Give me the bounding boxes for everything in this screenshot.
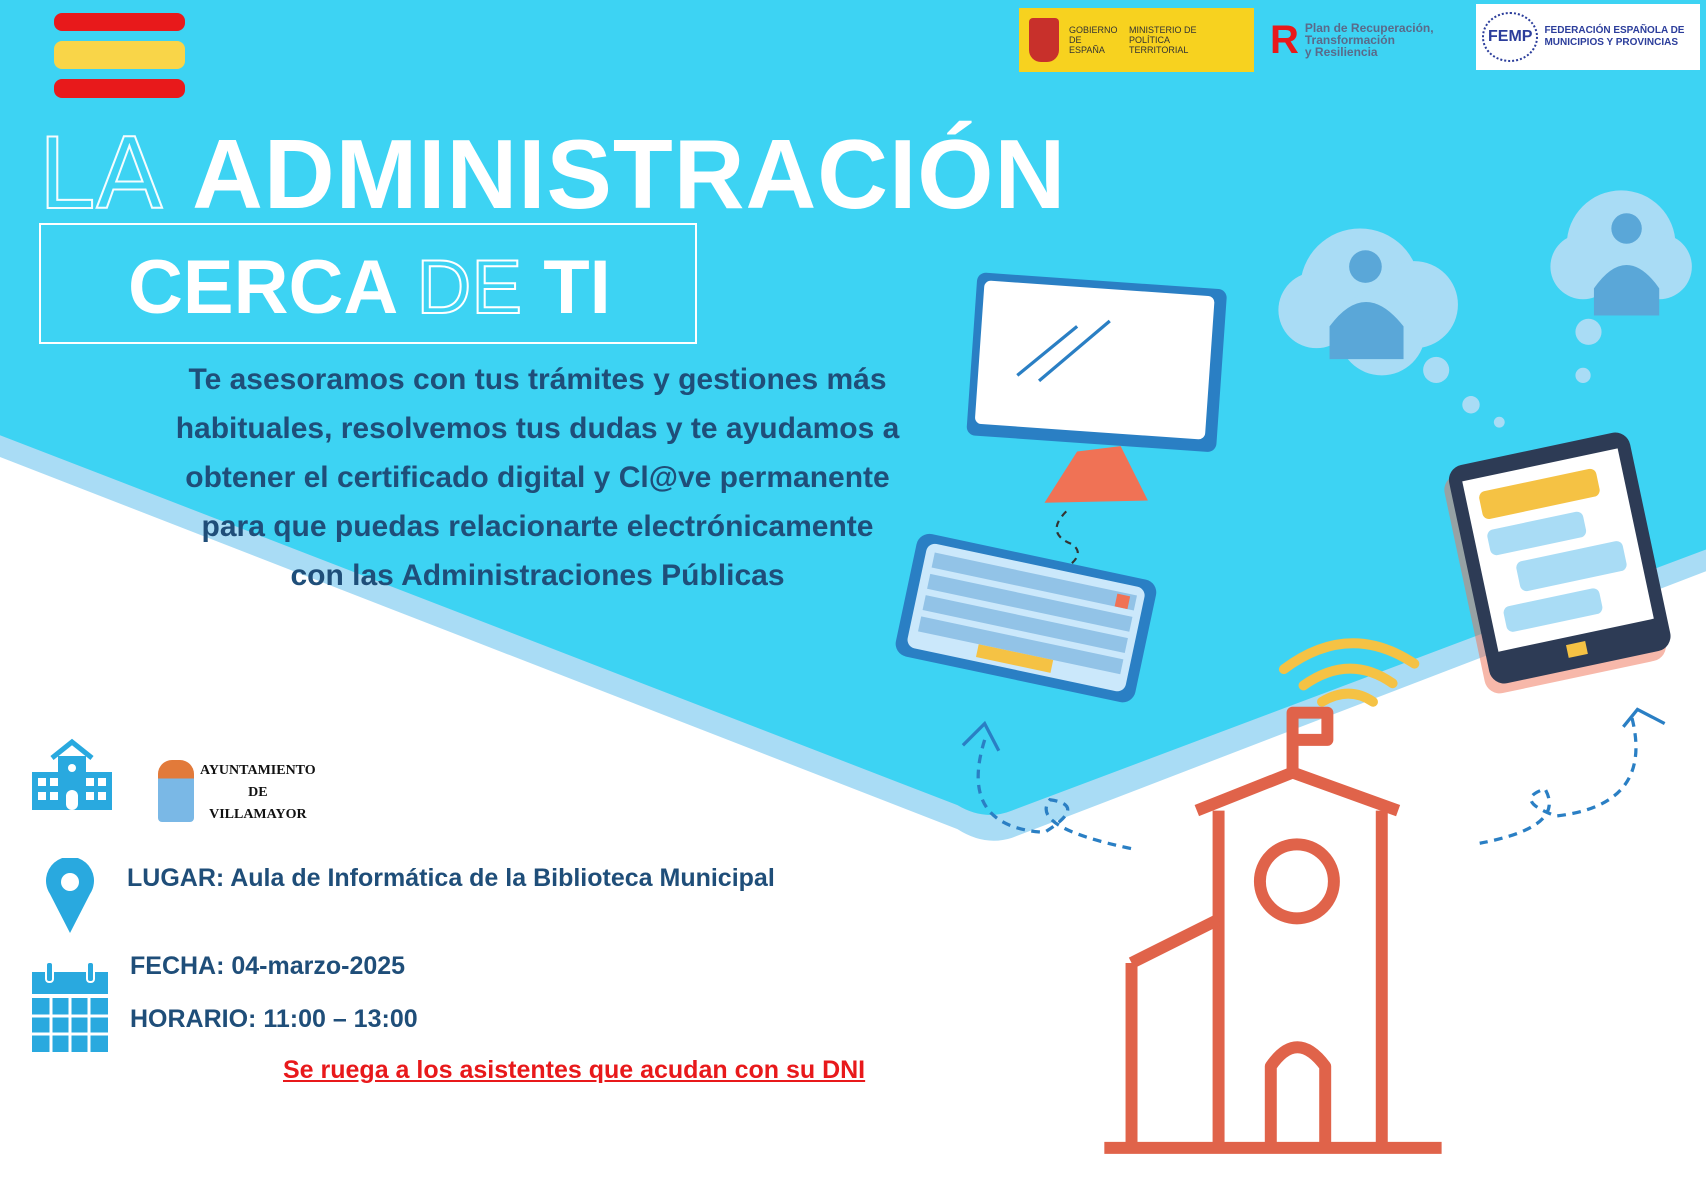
villamayor-coat-of-arms-icon [158, 760, 194, 822]
plan-line: y Resiliencia [1304, 45, 1378, 59]
description-line: para que puedas relacionarte electrónicamente [201, 510, 874, 543]
ayto-line: DE [248, 785, 268, 800]
fecha-text: FECHA: 04-marzo-2025 [130, 952, 406, 980]
gobierno-text: GOBIERNO DE ESPAÑA [1069, 25, 1118, 55]
tr-icon: R [1270, 17, 1299, 62]
femp-line: FEDERACIÓN ESPAÑOLA DE [1544, 25, 1685, 36]
title-bold: ADMINISTRACIÓN [192, 119, 1067, 229]
building-icon [32, 738, 112, 810]
plan-recuperacion-logo [1270, 8, 1434, 72]
ministerio-text: MINISTERIO DE POLÍTICA TERRITORIAL [1129, 25, 1197, 55]
ayto-line: VILLAMAYOR [209, 807, 307, 822]
horario-text: HORARIO: 11:00 – 13:00 [130, 1005, 418, 1033]
ayuntamiento-logo-text [200, 760, 316, 826]
coat-of-arms-icon [1029, 18, 1059, 62]
femp-line: MUNICIPIOS Y PROVINCIAS [1544, 37, 1678, 48]
subtitle-word: DE [416, 245, 523, 330]
femp-mark: FEMP [1482, 12, 1538, 62]
dni-note: Se ruega a los asistentes que acudan con su DNI [283, 1056, 866, 1084]
subtitle [128, 244, 611, 331]
femp-logo [1476, 4, 1700, 70]
ayto-line: AYUNTAMIENTO [200, 763, 316, 778]
title-light: LA [38, 118, 164, 232]
description-line: obtener el certificado digital y Cl@ve permanente [185, 461, 890, 494]
gobierno-logo [1019, 8, 1254, 72]
page-title [38, 118, 1066, 232]
subtitle-word: TI [543, 245, 611, 330]
description-line: habituales, resolvemos tus dudas y te ayudamos a [175, 412, 900, 445]
description-line: Te asesoramos con tus trámites y gestiones más [188, 363, 887, 396]
plan-line: Transformación [1304, 33, 1395, 47]
description-line: con las Administraciones Públicas [290, 559, 785, 592]
subtitle-word: CERCA [128, 245, 396, 330]
plan-line: Plan de Recuperación, [1304, 21, 1434, 35]
location-pin-icon [46, 858, 94, 933]
lugar-text: LUGAR: Aula de Informática de la Biblioteca Municipal [127, 864, 775, 892]
calendar-icon [32, 962, 108, 1052]
description [100, 355, 975, 600]
